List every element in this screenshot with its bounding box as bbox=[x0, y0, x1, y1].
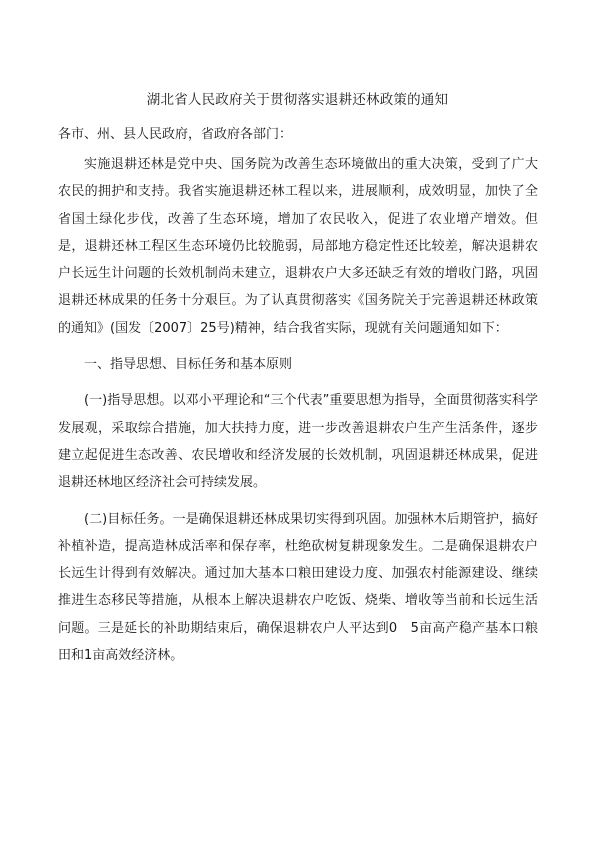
document-salutation: 各市、州、县人民政府，省政府各部门： bbox=[58, 127, 293, 142]
document-body bbox=[58, 151, 538, 678]
document-title: 湖北省人民政府关于贯彻落实退耕还林政策的通知 bbox=[146, 92, 449, 108]
paragraph-guiding-ideology: (一)指导思想。以邓小平理论和“三个代表”重要思想为指导，全面贯彻落实科学发展观，采取综合措施，加大扶持力度，进一步改善退耕农户生产生活条件，逐步建立起促进生态改善、农民增收和经济发展的长效机制，巩固退耕还林成果，促进退耕还林地区经济社会可持续发展。 bbox=[58, 393, 538, 491]
paragraph-objectives: (二)目标任务。一是确保退耕还林成果切实得到巩固。加强林木后期管护，搞好补植补造，提高造林成活率和保存率，杜绝砍树复耕现象发生。二是确保退耕农户长远生计得到有效解决。通过加大基本口粮田建设力度、加强农村能源建设、继续推进生态移民等措施，从根本上解决退耕农户吃饭、烧柴、增收等当前和长远生活问题。三是延长的补助期结束后，确保退耕农户人平达到0 5亩高产稳产基本口粮田和1亩高效经济林。 bbox=[58, 511, 538, 664]
paragraph-intro: 实施退耕还林是党中央、国务院为改善生态环境做出的重大决策，受到了广大农民的拥护和支持。我省实施退耕还林工程以来，进展顺利，成效明显，加快了全省国土绿化步伐，改善了生态环境，增加了农民收入，促进了农业增产增效。但是，退耕还林工程区生态环境仍比较脆弱，局部地方稳定性还比较差，解决退耕农户长远生计问题的长效机制尚未建立，退耕农户大多还缺乏有效的增收门路，巩固退耕还林成果的任务十分艰巨。为了认真贯彻落实《国务院关于完善退耕还林政策的通知》(国发〔2007〕25号)精神，结合我省实际，现就有关问题通知如下： bbox=[58, 157, 538, 336]
section-heading: 一、指导思想、目标任务和基本原则 bbox=[84, 357, 293, 373]
